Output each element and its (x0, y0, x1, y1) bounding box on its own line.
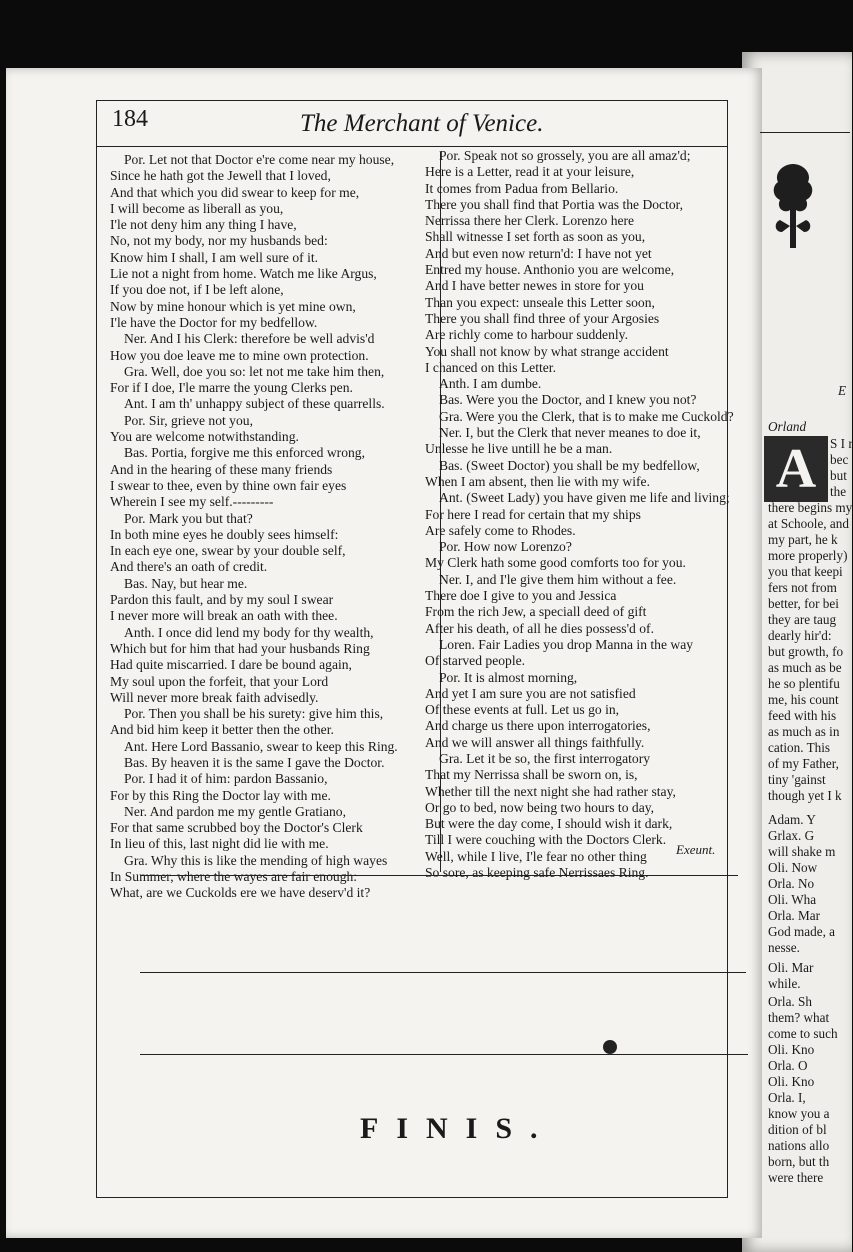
verse-line: I will become as liberall as you, (110, 200, 284, 216)
verse-line: And in the hearing of these many friends (110, 461, 333, 477)
facing-page-line: at Schoole, and (768, 516, 849, 531)
verse-line: Lie not a night from home. Watch me like Argus, (110, 266, 377, 282)
facing-page-line: but growth, fo (768, 644, 844, 659)
verse-line: In both mine eyes he doubly sees himself: (110, 526, 339, 542)
verse-line: And bid him keep it better then the other. (110, 722, 334, 738)
verse-line: I'le have the Doctor for my bedfellow. (110, 314, 318, 330)
facing-page-line: were there (768, 1170, 824, 1185)
verse-line: Ant. Here Lord Bassanio, swear to keep this Ring. (124, 738, 398, 754)
verse-line: Till I were couching with the Doctors Clerk. (425, 832, 667, 848)
facing-page-line: know you a (768, 1106, 830, 1121)
verse-line: I swear to thee, even by thine own fair eyes (110, 477, 347, 493)
facing-page-line: E (838, 383, 847, 398)
verse-line: Wherein I see my self.--------- (110, 494, 274, 510)
finis-heading: FINIS. (360, 1112, 556, 1145)
verse-line: Por. It is almost morning, (439, 669, 578, 685)
left-text-column (110, 152, 430, 902)
verse-line: And yet I am sure you are not satisfied (425, 685, 636, 701)
facing-header-rule (760, 132, 850, 133)
verse-line: My Clerk hath some good comforts too for you. (425, 555, 686, 571)
stage-direction-exeunt: Exeunt. (676, 842, 716, 857)
facing-page-line: you that keepi (768, 564, 843, 579)
verse-line: In Summer, where the wayes are fair enough: (110, 869, 358, 885)
facing-page-line: bec (830, 452, 849, 467)
facing-page-line: tiny 'gainst (768, 772, 826, 787)
facing-page-line: Oli. Wha (768, 892, 817, 907)
verse-line: Ant. (Sweet Lady) you have given me life and living; (439, 490, 730, 506)
facing-page-line: dearly hir'd: (768, 628, 832, 643)
facing-page-line: nesse. (768, 940, 800, 955)
verse-line: But were the day come, I should wish it dark, (425, 816, 673, 832)
right-text-column (425, 148, 735, 881)
ornamental-rule (140, 972, 746, 973)
verse-line: Por. How now Lorenzo? (439, 539, 572, 555)
verse-line: From the rich Jew, a speciall deed of gift (425, 604, 647, 620)
verse-line: Por. Sir, grieve not you, (124, 412, 253, 428)
verse-line: That my Nerrissa shall be sworn on, is, (425, 767, 638, 783)
decorated-initial-A: A (764, 436, 828, 502)
verse-line: In lieu of this, last night did lie with me. (110, 836, 329, 852)
facing-page-line: there begins my (768, 500, 853, 515)
verse-line: For here I read for certain that my ships (425, 506, 641, 522)
verse-line: Of starved people. (425, 653, 526, 669)
facing-page-line: come to such (768, 1026, 838, 1041)
verse-line: Bas. Nay, but hear me. (124, 575, 248, 591)
verse-line: And charge us there upon interrogatories, (425, 718, 651, 734)
verse-line: How you doe leave me to mine own protection. (110, 347, 369, 363)
facing-page-line: me, his count (768, 692, 839, 707)
verse-line: Por. Let not that Doctor e're come near my house, (124, 152, 395, 167)
facing-page-line: Orla. Sh (768, 994, 812, 1009)
facing-page-line: nations allo (768, 1138, 830, 1153)
verse-line: There you shall find that Portia was the Doctor, (425, 196, 684, 212)
verse-line: No, not my body, nor my husbands bed: (110, 233, 328, 249)
verse-line: And we will answer all things faithfully. (425, 734, 645, 750)
facing-page-line: Orland (768, 419, 807, 434)
verse-line: For that same scrubbed boy the Doctor's Clerk (110, 820, 363, 836)
verse-line: So sore, as keeping safe Nerrissaes Ring. (425, 865, 649, 881)
facing-page-line: my part, he k (768, 532, 838, 547)
verse-line: And I have better newes in store for you (425, 278, 644, 294)
facing-page-line: of my Father, (768, 756, 839, 771)
facing-page-line: Oli. Kno (768, 1074, 815, 1089)
verse-line: Had quite miscarried. I dare be bound again, (110, 657, 352, 673)
facing-page-line: fers not from (768, 580, 837, 595)
verse-line: Ner. I, but the Clerk that never meanes to doe it, (439, 425, 701, 441)
page-number: 184 (112, 106, 148, 132)
facing-page-line: better, for bei (768, 596, 839, 611)
verse-line: Will never more break faith advisedly. (110, 689, 319, 705)
verse-line: When I am absent, then lie with my wife. (425, 473, 650, 489)
verse-line: Por. Mark you but that? (124, 510, 253, 526)
verse-line: Shall witnesse I set forth as soon as you, (425, 229, 646, 245)
facing-page-line: will shake m (768, 844, 836, 859)
verse-line: My soul upon the forfeit, that your Lord (110, 673, 329, 689)
facing-page-line: as much as in (768, 724, 840, 739)
facing-page-line: he so plentifu (768, 676, 840, 691)
facing-page-line: they are taug (768, 612, 837, 627)
facing-page-line: Orla. Mar (768, 908, 820, 923)
verse-line: Are safely come to Rhodes. (425, 522, 576, 538)
ornamental-rule (140, 875, 738, 876)
facing-page-line: the (830, 484, 847, 499)
verse-line: For if I doe, I'le marre the young Clerks pen. (110, 380, 353, 396)
verse-line: And but even now return'd: I have not yet (425, 245, 652, 261)
verse-line: In each eye one, swear by your double self, (110, 543, 346, 559)
verse-line: Unlesse he live untill he be a man. (425, 441, 613, 457)
verse-line: Bas. Portia, forgive me this enforced wrong, (124, 445, 365, 461)
verse-line: Bas. By heaven it is the same I gave the Doctor. (124, 754, 385, 770)
verse-line: And that which you did swear to keep for me, (110, 184, 360, 200)
facing-page-line: God made, a (768, 924, 836, 939)
facing-page-line: Oli. Now (768, 860, 818, 875)
verse-line: Since he hath got the Jewell that I loved, (110, 168, 331, 184)
facing-page-line: dition of bl (768, 1122, 827, 1137)
verse-line: What, are we Cuckolds ere we have deserv'd it? (110, 885, 371, 901)
verse-line: Gra. Why this is like the mending of high wayes (124, 852, 388, 868)
printers-ornament-icon (770, 160, 816, 252)
verse-line: Which but for him that had your husbands Ring (110, 640, 370, 656)
verse-line: Anth. I once did lend my body for thy wealth, (124, 624, 374, 640)
facing-page-line: Oli. Kno (768, 1042, 815, 1057)
verse-line: Here is a Letter, read it at your leisure, (425, 164, 635, 180)
verse-line: Nerrissa there her Clerk. Lorenzo here (425, 213, 635, 229)
verse-line: Bas. Were you the Doctor, and I knew you not? (439, 392, 697, 408)
verse-line: You shall not know by what strange accident (425, 343, 669, 359)
facing-page-line: as much as be (768, 660, 842, 675)
verse-line: Of these events at full. Let us go in, (425, 702, 620, 718)
verse-line: It comes from Padua from Bellario. (425, 180, 619, 196)
verse-line: Ner. And I his Clerk: therefore be well advis'd (124, 331, 375, 347)
facing-page-line: Orla. O (768, 1058, 808, 1073)
facing-page-line: though yet I k (768, 788, 842, 803)
verse-line: Are richly come to harbour suddenly. (425, 327, 628, 343)
verse-line: Gra. Let it be so, the first interrogatory (439, 750, 651, 766)
verse-line: Ant. I am th' unhappy subject of these quarrells. (124, 396, 385, 412)
facing-page-line: S I r (830, 436, 853, 451)
verse-line: Loren. Fair Ladies you drop Manna in the way (439, 636, 694, 652)
facing-page-line: them? what (768, 1010, 830, 1025)
verse-line: There you shall find three of your Argosies (425, 310, 660, 326)
facing-page-line: Orla. I, (768, 1090, 806, 1105)
facing-page-line: cation. This (768, 740, 831, 755)
verse-line: Por. Then you shall be his surety: give him this, (124, 706, 384, 722)
running-title: The Merchant of Venice. (300, 110, 544, 137)
facing-page-line: Grlax. G (768, 828, 815, 843)
verse-line: There doe I give to you and Jessica (425, 588, 617, 604)
verse-line: Ner. I, and I'le give them him without a fee. (439, 571, 677, 587)
verse-line: I never more will break an oath with thee. (110, 608, 338, 624)
facing-page-line: Oli. Mar (768, 960, 814, 975)
facing-page-line: Adam. Y (768, 812, 816, 827)
verse-line: Know him I shall, I am well sure of it. (110, 249, 319, 265)
verse-line: Now by mine honour which is yet mine own, (110, 298, 356, 314)
verse-line: For by this Ring the Doctor lay with me. (110, 787, 331, 803)
ink-blot (603, 1040, 617, 1054)
header-rule (96, 146, 728, 147)
facing-page-line: but (830, 468, 847, 483)
verse-line: Por. I had it of him: pardon Bassanio, (124, 771, 328, 787)
verse-line: Whether till the next night she had rather stay, (425, 783, 676, 799)
facing-page-line: more properly) (768, 548, 848, 563)
verse-line: Gra. Well, doe you so: let not me take him then, (124, 363, 385, 379)
verse-line: Por. Speak not so grossely, you are all amaz'd; (439, 148, 691, 163)
verse-line: You are welcome notwithstanding. (110, 429, 299, 445)
verse-line: Than you expect: unseale this Letter soon, (425, 294, 655, 310)
verse-line: If you doe not, if I be left alone, (110, 282, 284, 298)
verse-line: I chanced on this Letter. (425, 359, 556, 375)
facing-page-line: feed with his (768, 708, 837, 723)
ornamental-rule (140, 1054, 748, 1055)
verse-line: And there's an oath of credit. (110, 559, 268, 575)
verse-line: I'le not deny him any thing I have, (110, 217, 297, 233)
verse-line: Gra. Were you the Clerk, that is to make me Cuckold? (439, 408, 734, 424)
facing-page-line: Orla. No (768, 876, 815, 891)
verse-line: Or go to bed, now being two hours to day, (425, 799, 655, 815)
verse-line: Bas. (Sweet Doctor) you shall be my bedfellow, (439, 457, 700, 473)
verse-line: Anth. I am dumbe. (439, 376, 542, 392)
facing-page-line: born, but th (768, 1154, 830, 1169)
verse-line: Pardon this fault, and by my soul I swear (110, 592, 334, 608)
verse-line: Ner. And pardon me my gentle Gratiano, (124, 803, 346, 819)
facing-page-line: while. (768, 976, 801, 991)
verse-line: Entred my house. Anthonio you are welcome, (425, 262, 675, 278)
verse-line: After his death, of all he dies possess'd of. (425, 620, 654, 636)
verse-line: Well, while I live, I'le fear no other thing (425, 848, 647, 864)
